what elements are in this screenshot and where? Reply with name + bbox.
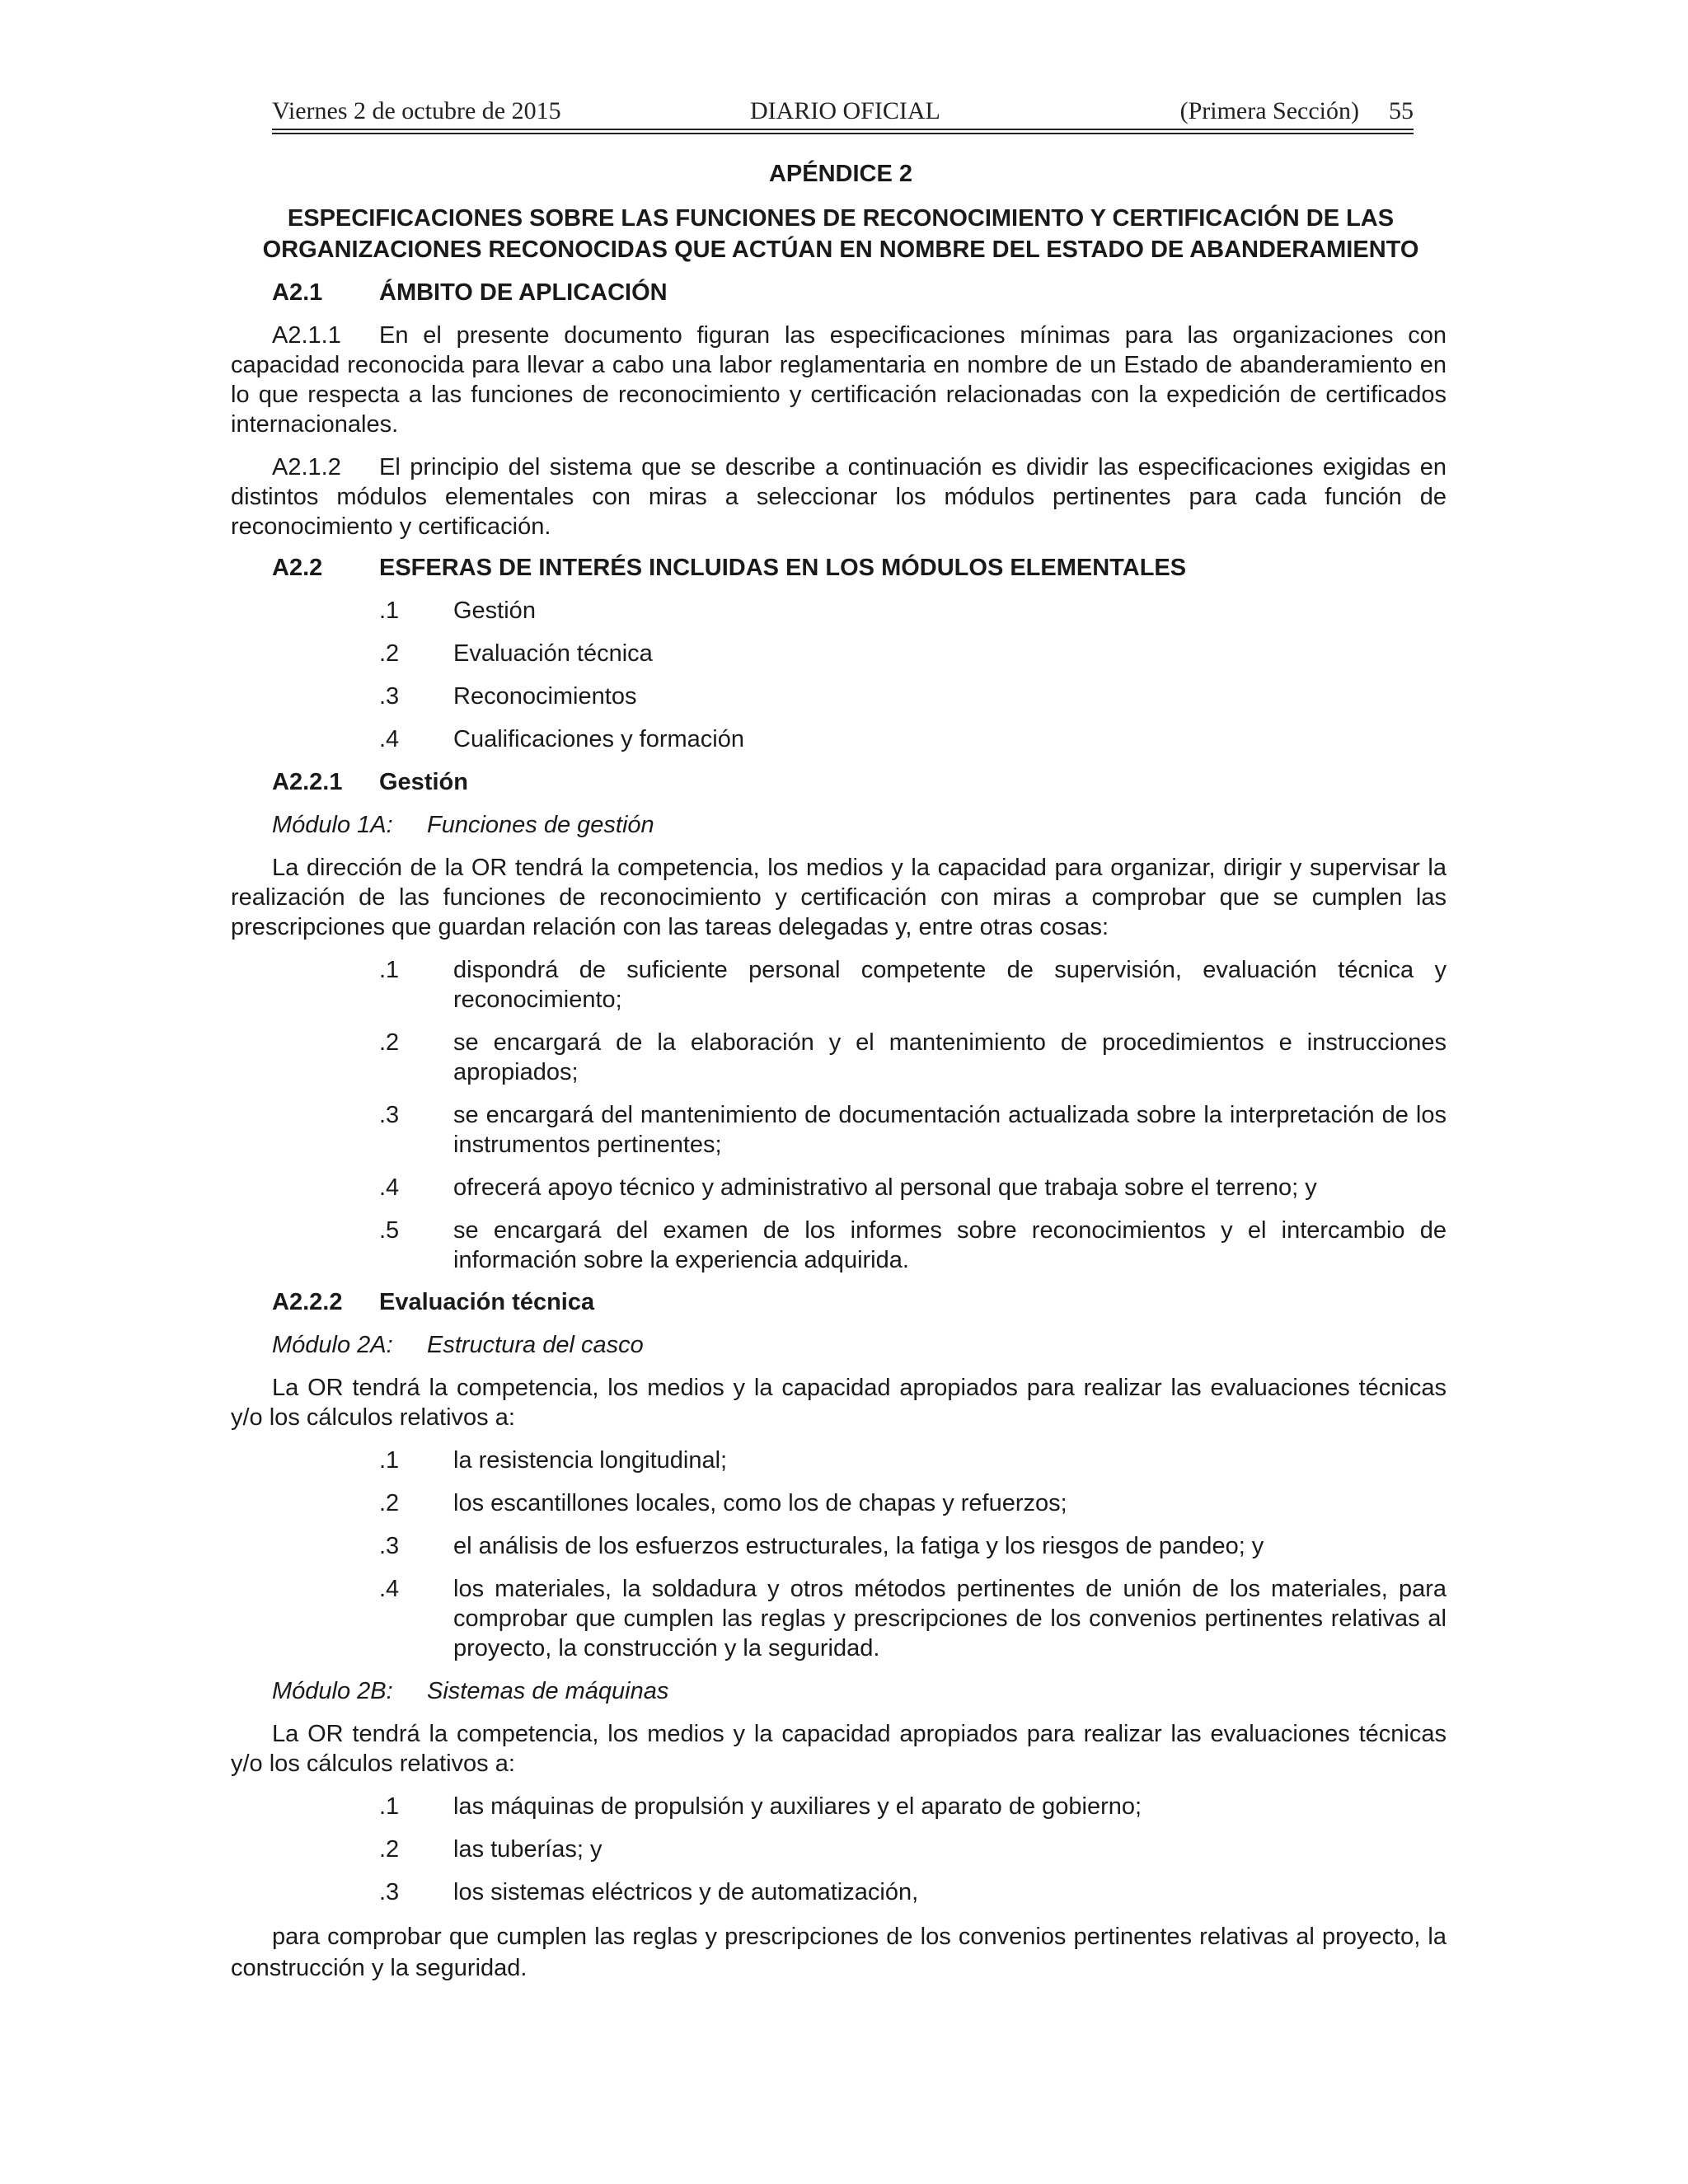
header-section: (Primera Sección) [1179, 97, 1359, 124]
list-item: .4 [379, 1174, 400, 1201]
list-item-text: Gestión [453, 598, 536, 624]
list-item-text: el análisis de los esfuerzos estructurales, la fatiga y los riesgos de pandeo; y [453, 1533, 1264, 1559]
list-item-text: Evaluación técnica [453, 640, 653, 667]
list-item: .3 [379, 1533, 400, 1559]
list-item: .1 [379, 957, 400, 983]
section-number: A2.2 [272, 555, 323, 581]
list-item: .4 [379, 726, 400, 752]
module-title: Sistemas de máquinas [427, 1678, 669, 1704]
section-title: Evaluación técnica [379, 1289, 595, 1315]
list-item-text: Reconocimientos [453, 683, 637, 710]
header-section-page [1180, 97, 1414, 125]
list-item: .2 [379, 1490, 400, 1516]
list-item-text: ofrecerá apoyo técnico y administrativo al personal que trabaja sobre el terreno; y [453, 1174, 1317, 1201]
list-item: .1 [379, 1447, 400, 1474]
paragraph-a2-1-2 [231, 452, 1447, 541]
paragraph-number: A2.1.2 [272, 454, 341, 480]
list-item-text: se encargará del mantenimiento de documentación actualizada sobre la interpretación de los instrumentos pertinentes; [453, 1102, 1447, 1158]
header-rule [272, 129, 1414, 130]
list-item: .2 [379, 1836, 400, 1863]
list-item: .1 [379, 1793, 400, 1820]
list-item-text: se encargará del examen de los informes sobre reconocimientos y el intercambio de información sobre la experiencia adquirida. [453, 1217, 1447, 1273]
list-item-text: Cualificaciones y formación [453, 726, 744, 752]
list-item: .3 [379, 1879, 400, 1905]
header-publication: DIARIO OFICIAL [750, 97, 940, 124]
list-item: .3 [379, 1102, 400, 1128]
paragraph-module-2a: La OR tendrá la competencia, los medios y la capacidad apropiados para realizar las evaluaciones técnicas y/o los cálculos relativos a: [231, 1375, 1447, 1431]
section-title: ESFERAS DE INTERÉS INCLUIDAS EN LOS MÓDULOS ELEMENTALES [379, 555, 1187, 581]
paragraph-number: A2.1.1 [272, 322, 341, 349]
module-label: Módulo 1A: [272, 812, 393, 838]
section-title: Gestión [379, 769, 468, 795]
appendix-title: APÉNDICE 2 [768, 161, 913, 187]
paragraph-module-1a: La dirección de la OR tendrá la competencia, los medios y la capacidad para organizar, dirigir y supervisar la realización de las funciones de reconocimiento y certificación con miras a comprobar que se cumplen las prescripciones que guardan relación con las tareas delegadas y, entre otras cosas: [231, 855, 1447, 940]
header-page-number: 55 [1389, 97, 1414, 124]
paragraph-text: En el presente documento figuran las especificaciones mínimas para las organizaciones con capacidad reconocida para llevar a cabo una labor reglamentaria en nombre de un Estado de abanderamiento en lo que respecta a las funciones de reconocimiento y certificación relacionadas con la expedición de certificados internacionales. [231, 322, 1447, 438]
paragraph-closing: para comprobar que cumplen las reglas y prescripciones de los convenios pertinentes relativas al proyecto, la construcción y la seguridad. [231, 1924, 1447, 1981]
list-item: .3 [379, 683, 400, 710]
list-item: .4 [379, 1576, 400, 1602]
document-title-line-2: ORGANIZACIONES RECONOCIDAS QUE ACTÚAN EN NOMBRE DEL ESTADO DE ABANDERAMIENTO [262, 237, 1419, 263]
list-item-text: los materiales, la soldadura y otros métodos pertinentes de unión de los materiales, para comprobar que cumplen las reglas y prescripciones de los convenios pertinentes relativas al proyecto, la construcción y la seguridad. [453, 1576, 1447, 1661]
list-item-text: la resistencia longitudinal; [453, 1447, 728, 1474]
list-item-text: los escantillones locales, como los de chapas y refuerzos; [453, 1490, 1067, 1516]
section-number: A2.1 [272, 279, 323, 306]
paragraph-a2-1-1 [231, 321, 1447, 439]
running-header [272, 92, 1414, 130]
section-number: A2.2.2 [272, 1289, 343, 1315]
module-title: Estructura del casco [427, 1332, 644, 1358]
header-date: Viernes 2 de octubre de 2015 [272, 97, 561, 124]
list-item-text: dispondrá de suficiente personal competente de supervisión, evaluación técnica y reconocimiento; [453, 957, 1447, 1013]
module-label: Módulo 2B: [272, 1678, 393, 1704]
list-item-text: los sistemas eléctricos y de automatización, [453, 1879, 919, 1905]
list-item-text: se encargará de la elaboración y el mantenimiento de procedimientos e instrucciones apropiados; [453, 1029, 1447, 1085]
list-item: .2 [379, 1029, 400, 1056]
list-item: .2 [379, 640, 400, 667]
paragraph-text: El principio del sistema que se describe a continuación es dividir las especificaciones exigidas en distintos módulos elementales con miras a seleccionar los módulos pertinentes para cada función de reconocimiento y certificación. [231, 454, 1447, 540]
section-number: A2.2.1 [272, 769, 343, 795]
header-rule [272, 133, 1414, 134]
paragraph-module-2b: La OR tendrá la competencia, los medios y la capacidad apropiados para realizar las evaluaciones técnicas y/o los cálculos relativos a: [231, 1721, 1447, 1777]
section-title: ÁMBITO DE APLICACIÓN [379, 279, 668, 306]
list-item-text: las tuberías; y [453, 1836, 603, 1863]
module-label: Módulo 2A: [272, 1332, 393, 1358]
document-title-line-1: ESPECIFICACIONES SOBRE LAS FUNCIONES DE RECONOCIMIENTO Y CERTIFICACIÓN DE LAS [287, 205, 1395, 232]
list-item-text: las máquinas de propulsión y auxiliares y el aparato de gobierno; [453, 1793, 1142, 1820]
list-item: .1 [379, 598, 400, 624]
list-item: .5 [379, 1217, 400, 1244]
module-title: Funciones de gestión [427, 812, 654, 838]
